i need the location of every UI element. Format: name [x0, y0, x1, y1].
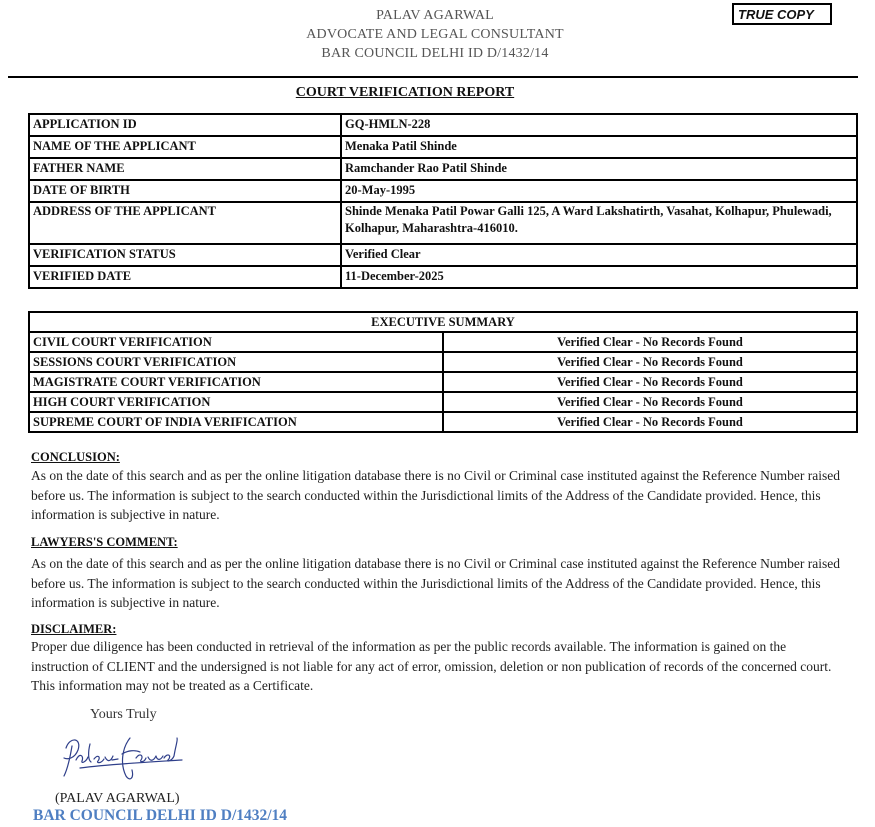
- summary-label: SESSIONS COURT VERIFICATION: [29, 352, 443, 372]
- detail-label: NAME OF THE APPLICANT: [29, 136, 341, 158]
- advocate-title: ADVOCATE AND LEGAL CONSULTANT: [306, 27, 564, 42]
- signature-image: [60, 730, 185, 793]
- report-title: COURT VERIFICATION REPORT: [295, 85, 515, 100]
- detail-value: 11-December-2025: [341, 266, 857, 288]
- summary-result: Verified Clear - No Records Found: [443, 352, 857, 372]
- table-row: [29, 158, 857, 180]
- disclaimer-text: Proper due diligence has been conducted in retrieval of the information as per the public records available. The information is gained on the instruction of CLIENT and the undersigned is not liable for any act of error, omission, deletion or non publication of records of the concerned court. This information may not be treated as a Certificate.: [31, 639, 832, 693]
- conclusion-title: CONCLUSION:: [31, 450, 120, 464]
- table-row: [29, 202, 857, 244]
- signatory-name: (PALAV AGARWAL): [55, 791, 180, 806]
- detail-label: DATE OF BIRTH: [29, 180, 341, 202]
- summary-result: Verified Clear - No Records Found: [443, 372, 857, 392]
- details-table: [28, 113, 858, 289]
- detail-label: VERIFIED DATE: [29, 266, 341, 288]
- header-divider: [8, 76, 858, 78]
- table-row: [29, 266, 857, 288]
- table-row: [29, 136, 857, 158]
- summary-label: CIVIL COURT VERIFICATION: [29, 332, 443, 352]
- detail-label: ADDRESS OF THE APPLICANT: [29, 202, 341, 244]
- table-row: [29, 392, 857, 412]
- detail-label: FATHER NAME: [29, 158, 341, 180]
- table-row: [29, 352, 857, 372]
- detail-value: Menaka Patil Shinde: [341, 136, 857, 158]
- detail-value: Ramchander Rao Patil Shinde: [341, 158, 857, 180]
- conclusion-text: As on the date of this search and as per the online litigation database there is no Civil or Criminal case instituted against the Reference Number raised before us. The information is subject to the search conducted within the Jurisdictional limits of the Address of the Candidate provided. Hence, this information is subjective in nature.: [31, 468, 841, 522]
- summary-caption: EXECUTIVE SUMMARY: [29, 312, 857, 332]
- closing-text: Yours Truly: [90, 707, 157, 722]
- lawyers-comment-title: LAWYERS'S COMMENT:: [31, 535, 178, 549]
- table-row: [29, 114, 857, 136]
- true-copy-stamp: TRUE COPY: [732, 3, 832, 25]
- signatory-bar-id: BAR COUNCIL DELHI ID D/1432/14: [33, 807, 288, 824]
- summary-result: Verified Clear - No Records Found: [443, 392, 857, 412]
- detail-value: GQ-HMLN-228: [341, 114, 857, 136]
- summary-label: HIGH COURT VERIFICATION: [29, 392, 443, 412]
- detail-value: Verified Clear: [341, 244, 857, 266]
- advocate-bar-id: BAR COUNCIL DELHI ID D/1432/14: [321, 46, 549, 61]
- detail-label: APPLICATION ID: [29, 114, 341, 136]
- table-row: [29, 332, 857, 352]
- summary-result: Verified Clear - No Records Found: [443, 332, 857, 352]
- detail-value: Shinde Menaka Patil Powar Galli 125, A Ward Lakshatirth, Vasahat, Kolhapur, Phulewadi, Kolhapur, Maharashtra-416010.: [341, 202, 857, 244]
- detail-label: VERIFICATION STATUS: [29, 244, 341, 266]
- table-row: [29, 312, 857, 332]
- summary-label: MAGISTRATE COURT VERIFICATION: [29, 372, 443, 392]
- summary-result: Verified Clear - No Records Found: [443, 412, 857, 432]
- table-row: [29, 244, 857, 266]
- table-row: [29, 412, 857, 432]
- advocate-name: PALAV AGARWAL: [376, 8, 494, 23]
- summary-label: SUPREME COURT OF INDIA VERIFICATION: [29, 412, 443, 432]
- executive-summary-table: [28, 311, 858, 433]
- disclaimer-title: DISCLAIMER:: [31, 622, 117, 636]
- lawyers-comment-text: As on the date of this search and as per the online litigation database there is no Civil or Criminal case instituted against the Reference Number raised before us. The information is subject to the search conducted within the Jurisdictional limits of the Address of the Candidate provided. Hence, this information is subjective in nature.: [31, 556, 841, 610]
- table-row: [29, 372, 857, 392]
- detail-value: 20-May-1995: [341, 180, 857, 202]
- table-row: [29, 180, 857, 202]
